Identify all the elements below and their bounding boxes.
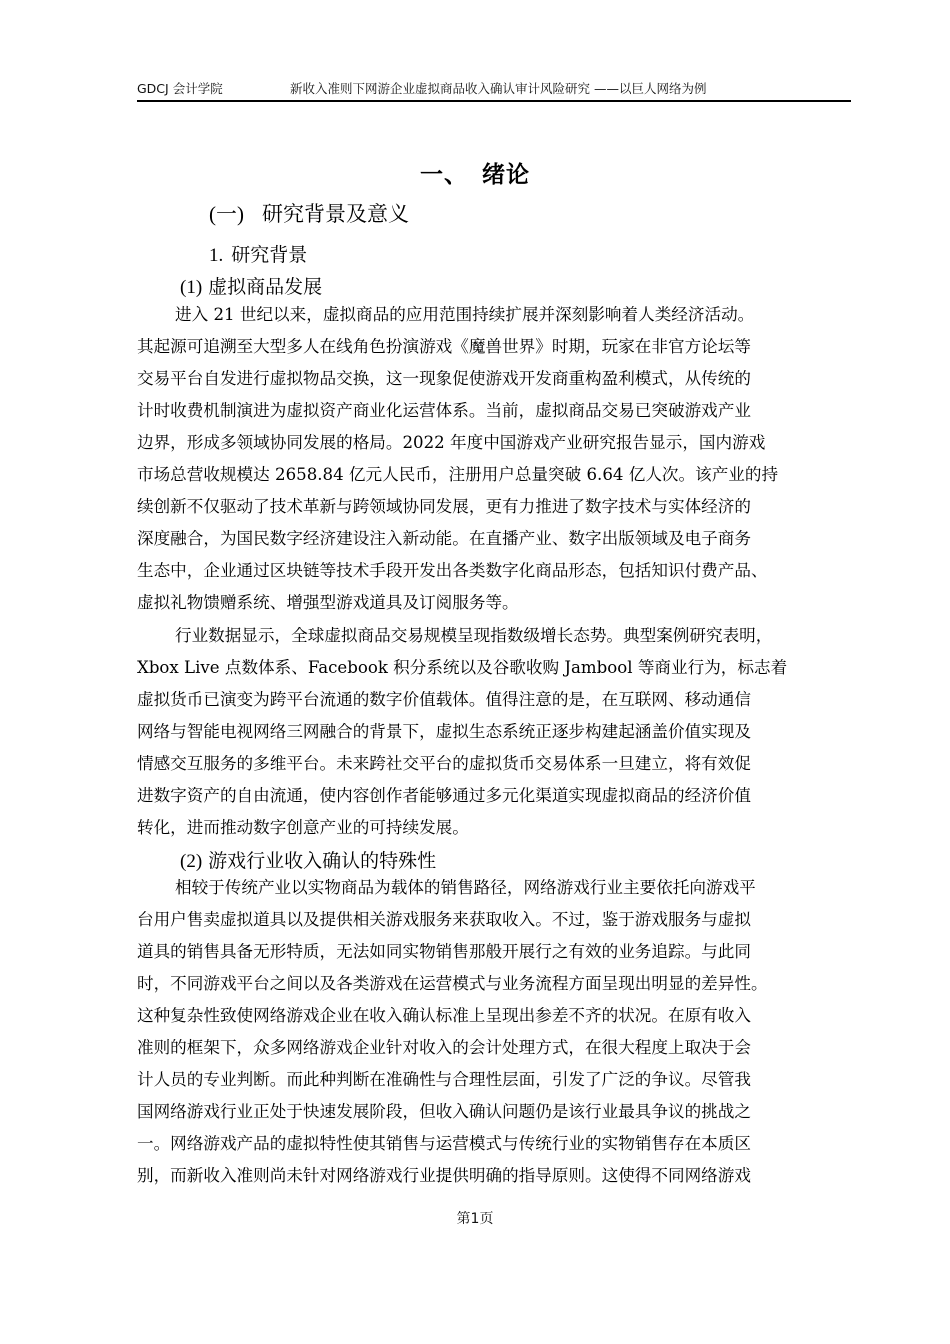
text-line: 这种复杂性致使网络游戏企业在收入确认标准上呈现出参差不齐的状况。在原有收入 [137, 1006, 751, 1025]
subsection-number: 1. [209, 245, 224, 266]
text-line: 深度融合，为国民数字经济建设注入新动能。在直播产业、数字出版领域及电子商务 [137, 529, 751, 548]
subsubsection-title: 虚拟商品发展 [208, 276, 323, 298]
text-line: 其起源可追溯至大型多人在线角色扮演游戏《魔兽世界》时期，玩家在非官方论坛等 [137, 337, 751, 356]
subsubsection-title: 游戏行业收入确认的特殊性 [208, 850, 437, 872]
page-number: 第1页 [456, 1211, 494, 1227]
subsubsection-number: (1) [180, 277, 203, 298]
text-line: 虚拟货币已演变为跨平台流通的数字价值载体。值得注意的是，在互联网、移动通信 [137, 690, 751, 709]
text-line: 续创新不仅驱动了技术革新与跨领域协同发展，更有力推进了数字技术与实体经济的 [137, 497, 751, 516]
section-title: 研究背景及意义 [262, 202, 409, 226]
page-header [137, 79, 850, 99]
text-line: 计人员的专业判断。而此种判断在准确性与合理性层面，引发了广泛的争议。尽管我 [137, 1070, 751, 1089]
text-line: 虚拟礼物馈赠系统、增强型游戏道具及订阅服务等。 [137, 593, 519, 612]
text-line: 别，而新收入准则尚未针对网络游戏行业提供明确的指导原则。这使得不同网络游戏 [137, 1166, 751, 1185]
text-line: 行业数据显示，全球虚拟商品交易规模呈现指数级增长态势。典型案例研究表明， [175, 626, 773, 645]
text-line: 准则的框架下，众多网络游戏企业针对收入的会计处理方式，在很大程度上取决于会 [137, 1038, 751, 1057]
text-line: 进数字资产的自由流通，使内容创作者能够通过多元化渠道实现虚拟商品的经济价值 [137, 786, 751, 805]
paragraph-revenue-recognition [137, 872, 851, 1192]
text-line: 边界，形成多领域协同发展的格局。2022 年度中国游戏产业研究报告显示，国内游戏 [137, 433, 766, 452]
chapter-title: 绪论 [482, 162, 530, 188]
text-line: 交易平台自发进行虚拟物品交换，这一现象促使游戏开发商重构盈利模式，从传统的 [137, 369, 751, 388]
text-line: 计时收费机制演进为虚拟资产商业化运营体系。当前，虚拟商品交易已突破游戏产业 [137, 401, 751, 420]
text-line: 转化，进而推动数字创意产业的可持续发展。 [137, 818, 469, 837]
text-line: 一。网络游戏产品的虚拟特性使其销售与运营模式与传统行业的实物销售存在本质区 [137, 1134, 751, 1153]
text-line: 网络与智能电视网络三网融合的背景下，虚拟生态系统正逐步构建起涵盖价值实现及 [137, 722, 751, 741]
text-line: 道具的销售具备无形特质，无法如同实物销售那般开展行之有效的业务追踪。与此同 [137, 942, 751, 961]
text-line: Xbox Live 点数体系、Facebook 积分系统以及谷歌收购 Jambool 等商业行为，标志着 [137, 658, 788, 677]
chapter-heading [0, 156, 950, 189]
header-title: 新收入准则下网游企业虚拟商品收入确认审计风险研究 ——以巨人网络为例 [290, 81, 707, 96]
section-number: (一) [209, 202, 244, 226]
header-institution: GDCJ 会计学院 [137, 81, 223, 96]
text-line: 进入 21 世纪以来，虚拟商品的应用范围持续扩展并深刻影响着人类经济活动。 [175, 305, 755, 324]
subsubsection-heading-2 [180, 846, 436, 873]
chapter-number: 一、 [420, 162, 468, 188]
subsection-heading [209, 240, 307, 267]
text-line: 国网络游戏行业正处于快速发展阶段，但收入确认问题仍是该行业最具争议的挑战之 [137, 1102, 751, 1121]
section-heading [209, 198, 409, 228]
text-line: 台用户售卖虚拟道具以及提供相关游戏服务来获取收入。不过，鉴于游戏服务与虚拟 [137, 910, 751, 929]
subsubsection-heading-1 [180, 272, 322, 299]
paragraph-industry-data [137, 620, 851, 844]
text-line: 时，不同游戏平台之间以及各类游戏在运营模式与业务流程方面呈现出明显的差异性。 [137, 974, 768, 993]
text-line: 情感交互服务的多维平台。未来跨社交平台的虚拟货币交易体系一旦建立，将有效促 [137, 754, 751, 773]
subsubsection-number: (2) [180, 851, 203, 872]
paragraph-virtual-goods [137, 299, 851, 619]
header-divider [137, 100, 851, 102]
text-line: 相较于传统产业以实物商品为载体的销售路径，网络游戏行业主要依托向游戏平 [175, 878, 756, 897]
subsection-title: 研究背景 [231, 244, 308, 266]
text-line: 生态中，企业通过区块链等技术手段开发出各类数字化商品形态，包括知识付费产品、 [137, 561, 768, 580]
text-line: 市场总营收规模达 2658.84 亿元人民币，注册用户总量突破 6.64 亿人次。该产业的持 [137, 465, 779, 484]
